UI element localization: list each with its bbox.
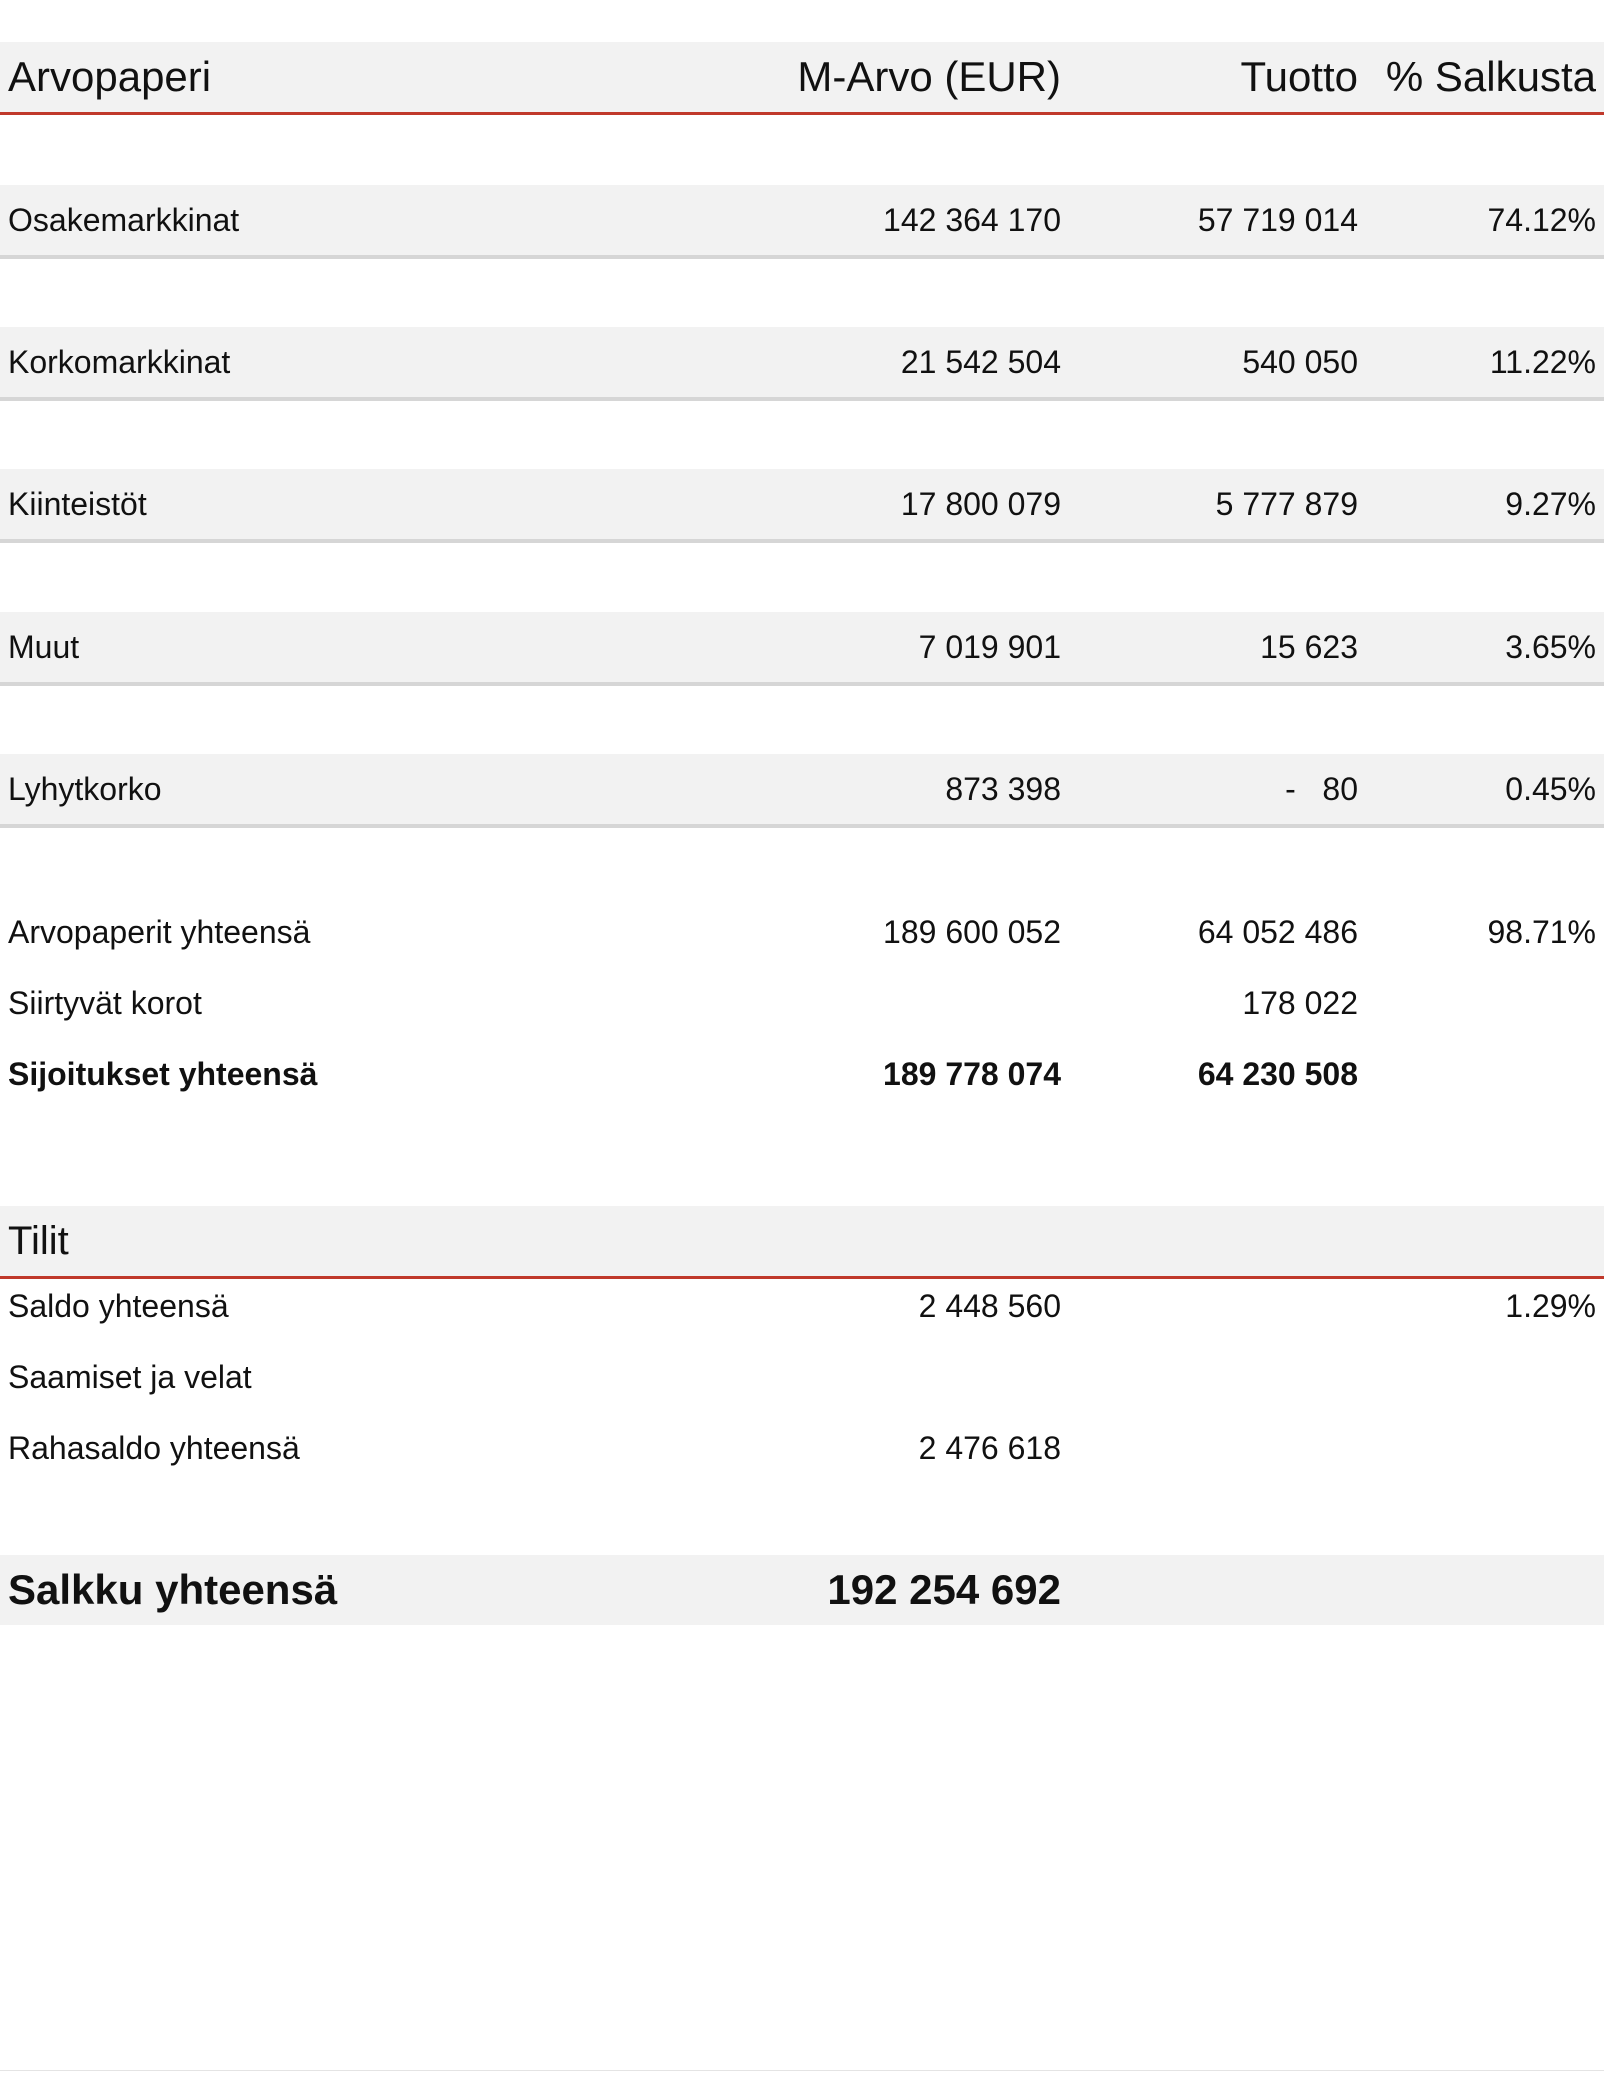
table-row <box>0 185 1604 259</box>
table-row <box>0 612 1604 686</box>
balance-share: 1.29% <box>1505 1288 1596 1324</box>
securities-total-share: 98.71% <box>1487 914 1596 950</box>
investments-total-label: Sijoitukset yhteensä <box>8 1056 318 1092</box>
asset-market-value: 7 019 901 <box>918 629 1061 665</box>
asset-share: 11.22% <box>1489 344 1596 380</box>
column-header-name: Arvopaperi <box>8 53 212 100</box>
portfolio-total-label: Salkku yhteensä <box>8 1566 338 1613</box>
column-header-return: Tuotto <box>1240 53 1358 100</box>
cash-row <box>0 1413 1604 1483</box>
accrued-interest-label: Siirtyvät korot <box>8 985 202 1021</box>
asset-return: 540 050 <box>1242 344 1358 380</box>
accounts-header <box>0 1206 1604 1279</box>
cash-label: Rahasaldo yhteensä <box>8 1430 300 1466</box>
investments-total-market-value: 189 778 074 <box>883 1056 1061 1092</box>
asset-return: - 80 <box>1285 771 1358 807</box>
asset-name: Kiinteistöt <box>8 486 147 522</box>
asset-share: 9.27% <box>1505 486 1596 522</box>
asset-market-value: 142 364 170 <box>883 202 1061 238</box>
portfolio-total-row <box>0 1555 1604 1625</box>
portfolio-total-market-value: 192 254 692 <box>827 1566 1061 1613</box>
accrued-interest-return: 178 022 <box>1242 985 1358 1021</box>
table-header <box>0 42 1604 115</box>
investments-total-row <box>0 1039 1604 1109</box>
balance-row <box>0 1271 1604 1341</box>
column-header-market-value: M-Arvo (EUR) <box>797 53 1061 100</box>
asset-share: 74.12% <box>1487 202 1596 238</box>
accrued-interest-row <box>0 968 1604 1038</box>
asset-market-value: 17 800 079 <box>900 486 1061 522</box>
securities-total-label: Arvopaperit yhteensä <box>8 914 311 950</box>
securities-total-row <box>0 897 1604 967</box>
page-bottom-divider <box>0 2070 1604 2071</box>
asset-name: Muut <box>8 629 80 665</box>
asset-name: Osakemarkkinat <box>8 202 240 238</box>
balance-label: Saldo yhteensä <box>8 1288 229 1324</box>
securities-total-market-value: 189 600 052 <box>883 914 1061 950</box>
receivables-label: Saamiset ja velat <box>8 1359 252 1395</box>
receivables-row <box>0 1342 1604 1412</box>
asset-name: Lyhytkorko <box>8 771 162 807</box>
investments-total-return: 64 230 508 <box>1197 1056 1358 1092</box>
asset-share: 0.45% <box>1505 771 1596 807</box>
securities-total-return: 64 052 486 <box>1197 914 1358 950</box>
table-row <box>0 327 1604 401</box>
table-row <box>0 754 1604 828</box>
column-header-share: % Salkusta <box>1385 53 1596 100</box>
asset-name: Korkomarkkinat <box>8 344 231 380</box>
asset-return: 57 719 014 <box>1197 202 1358 238</box>
table-row <box>0 469 1604 543</box>
cash-market-value: 2 476 618 <box>918 1430 1061 1466</box>
asset-return: 5 777 879 <box>1215 486 1358 522</box>
asset-share: 3.65% <box>1505 629 1596 665</box>
asset-return: 15 623 <box>1260 629 1358 665</box>
asset-market-value: 873 398 <box>945 771 1061 807</box>
accounts-title: Tilit <box>8 1219 69 1263</box>
balance-market-value: 2 448 560 <box>918 1288 1061 1324</box>
asset-market-value: 21 542 504 <box>900 344 1061 380</box>
